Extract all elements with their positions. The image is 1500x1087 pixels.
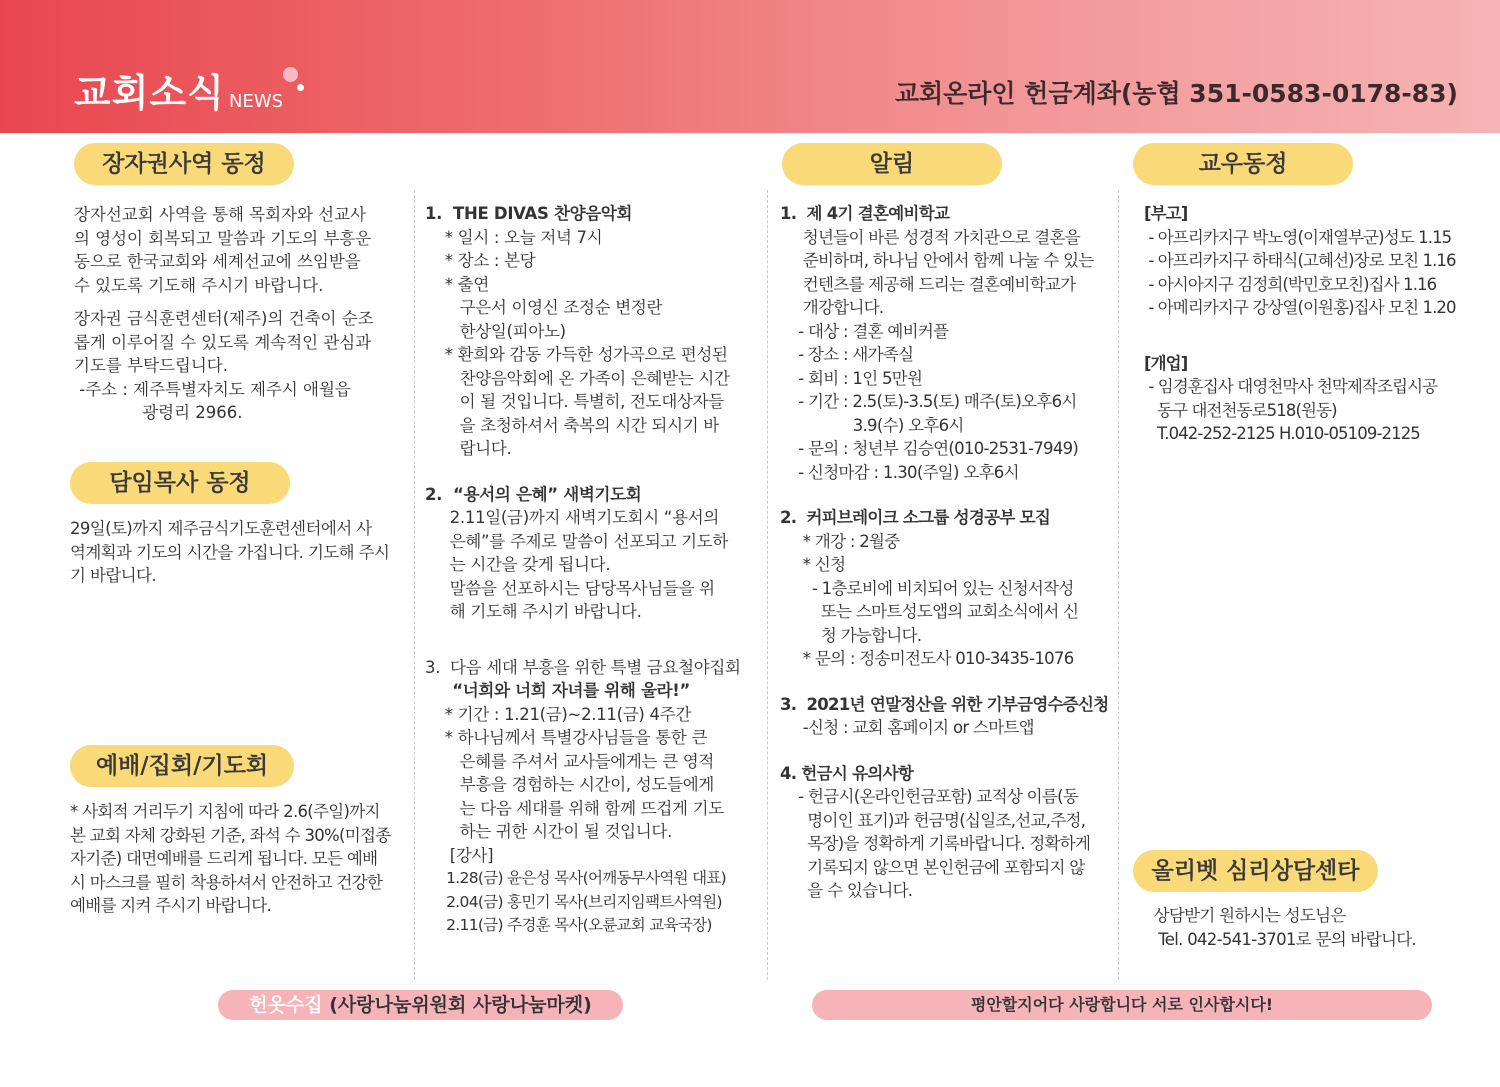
text-line: * 장소 : 본당 <box>425 251 536 270</box>
page-title: 교회소식 <box>74 71 225 115</box>
text-line: - 아메리카지구 강상열(이원홍)집사 모친 1.20 <box>1144 298 1456 317</box>
decorative-dot-small <box>297 84 304 91</box>
text-line: 또는 스마트성도앱의 교회소식에서 신 <box>780 602 1079 621</box>
text-line: 상담받기 원하시는 성도님은 <box>1140 906 1346 925</box>
text-line: 3.9(수) 오후6시 <box>780 415 964 435</box>
announcement-title: 3. 2021년 연말정산을 위한 기부금영수증신청 <box>780 694 1109 714</box>
text-line: T.042-252-2125 H.010-05109-2125 <box>1144 424 1420 443</box>
text-line: * 일시 : 오늘 저녁 7시 <box>425 227 603 247</box>
clothes-collection-banner <box>218 990 623 1020</box>
column-divider <box>414 190 415 980</box>
announcement-title: 2. 커피브레이크 소그룹 성경공부 모집 <box>780 508 1051 527</box>
text-line: 시 마스크를 필히 착용하셔서 안전하고 건강한 <box>70 872 383 892</box>
decorative-dot <box>283 67 298 82</box>
banner-text: (사랑나눔위원회 사랑나눔마켓) <box>322 994 592 1016</box>
text-line: * 환희와 감동 가득한 성가곡으로 편성된 <box>425 345 728 364</box>
text-line: * 개강 : 2월중 <box>780 531 900 551</box>
text-line: [강사] <box>425 845 494 865</box>
worship-text <box>70 800 405 918</box>
section-title-senior-pastor: 담임목사 동정 <box>70 462 290 504</box>
section-title-announcements: 알림 <box>782 143 1002 185</box>
subsection-title: [부고] <box>1144 204 1188 223</box>
text-line: * 하나님께서 특별강사님들을 통한 큰 <box>425 728 708 747</box>
text-line: 하는 귀한 시간이 될 것입니다. <box>425 822 673 841</box>
text-line: * 기간 : 1.21(금)~2.11(금) 4주간 <box>425 704 691 724</box>
column-divider <box>1118 190 1119 980</box>
text-line: 컨텐츠를 제공해 드리는 결혼예비학교가 <box>780 274 1076 294</box>
text-line: 개강합니다. <box>780 298 884 317</box>
text-line: * 신청 <box>780 555 846 574</box>
text-line: -신청 : 교회 홈페이지 or 스마트앱 <box>780 718 1034 737</box>
text-line: - 아시아지구 김정희(박민호모친)집사 1.16 <box>1144 274 1437 294</box>
text-line: - 대상 : 결혼 예비커플 <box>780 321 949 341</box>
text-line: 롭게 이루어질 수 있도록 계속적인 관심과 <box>74 332 372 352</box>
text-line: 1.28(금) 윤은성 목사(어깨동무사역원 대표) <box>425 869 727 887</box>
text-line: 장자선교회 사역을 통해 목회자와 선교사 <box>74 205 366 224</box>
text-line: 2.11(금) 주경훈 목사(오륜교회 교육국장) <box>425 916 712 934</box>
text-line: 청 가능합니다. <box>780 625 922 645</box>
text-line: - 헌금시(온라인헌금포함) 교적상 이름(동 <box>780 787 1079 806</box>
offering-account: 교회온라인 헌금계좌(농협 351-0583-0178-83) <box>894 79 1458 108</box>
event-title: 3. 다음 세대 부흥을 위한 특별 금요철야집회 <box>425 657 741 677</box>
text-line: 의 영성이 회복되고 말씀과 기도의 부흥운 <box>74 228 372 248</box>
text-line: 한상일(피아노) <box>425 321 566 341</box>
text-line: 동구 대전천동로518(원동) <box>1144 400 1337 420</box>
text-line: 준비하며, 하나님 안에서 함께 나눌 수 있는 <box>780 251 1094 270</box>
section-title-patriarch-ministry: 장자권사역 동정 <box>74 143 294 185</box>
text-line: 29일(토)까지 제주금식기도훈련센터에서 사 <box>70 519 372 538</box>
events-list <box>425 202 760 938</box>
subsection-title: [개업] <box>1144 353 1188 373</box>
event-title: 1. THE DIVAS 찬양음악회 <box>425 204 633 223</box>
text-line: 을 수 있습니다. <box>780 881 913 900</box>
text-line: * 문의 : 정송미전도사 010-3435-1076 <box>780 649 1074 668</box>
text-line: - 아프리카지구 박노영(이재열부군)성도 1.15 <box>1144 227 1452 247</box>
text-line: - 문의 : 청년부 김승연(010-2531-7949) <box>780 439 1079 458</box>
text-line: 는 다음 세대를 위해 함께 뜨겁게 기도 <box>425 798 724 818</box>
text-line: 을 초청하셔서 축복의 시간 되시기 바 <box>425 415 719 435</box>
text-line: 해 기도해 주시기 바랍니다. <box>425 602 642 621</box>
text-line: * 출연 <box>425 274 489 294</box>
counseling-text <box>1140 904 1485 951</box>
text-line: - 장소 : 새가족실 <box>780 345 914 364</box>
text-line: 2.04(금) 홍민기 목사(브리지임팩트사역원) <box>425 892 722 911</box>
text-line: 찬양음악회에 온 가족이 은혜받는 시간 <box>425 368 730 388</box>
banner-highlight: 헌옷수집 <box>249 994 323 1016</box>
text-line: 예배를 지켜 주시기 바랍니다. <box>70 896 272 915</box>
greeting-text: 평안할지어다 사랑합니다 서로 인사합시다! <box>970 995 1274 1014</box>
page-subtitle: NEWS <box>229 91 284 112</box>
text-line: 목장)을 정확하게 기록바랍니다. 정확하게 <box>780 834 1091 853</box>
text-line: * 사회적 거리두기 지침에 따라 2.6(주일)까지 <box>70 802 380 821</box>
text-line: 본 교회 자체 강화된 기준, 좌석 수 30%(미접종 <box>70 825 391 845</box>
text-line: 부흥을 경험하는 시간이, 성도들에게 <box>425 775 714 794</box>
text-line: 동으로 한국교회와 세계선교에 쓰임받을 <box>74 252 361 271</box>
text-line: 청년들이 바른 성경적 가치관으로 결혼을 <box>780 227 1080 247</box>
text-line: - 임경훈집사 대영천막사 천막제작조립시공 <box>1144 377 1438 396</box>
text-line: 2.11일(금)까지 새벽기도회시 “용서의 <box>425 508 719 527</box>
section-title-worship: 예배/집회/기도회 <box>70 745 294 787</box>
announcement-title: 1. 제 4기 결혼예비학교 <box>780 204 950 223</box>
text-line: Tel. 042-541-3701로 문의 바랍니다. <box>1140 929 1416 949</box>
text-line: 이 될 것입니다. 특별히, 전도대상자들 <box>425 392 724 411</box>
section-title-counseling: 올리벳 심리상담센타 <box>1133 850 1378 892</box>
text-line: 구은서 이영신 조정순 변정란 <box>425 298 663 317</box>
event-subtitle: “너희와 너희 자녀를 위해 울라!” <box>425 681 690 700</box>
header-banner <box>0 0 1500 133</box>
announcements-list <box>780 202 1115 903</box>
text-line: 는 시간을 갖게 됩니다. <box>425 555 611 574</box>
text-line: 수 있도록 기도해 주시기 바랍니다. <box>74 275 324 295</box>
text-line: - 1층로비에 비치되어 있는 신청서작성 <box>780 578 1074 598</box>
text-line: 장자권 금식훈련센터(제주)의 건축이 순조 <box>74 309 374 328</box>
announcement-title: 4. 헌금시 유의사항 <box>780 763 914 783</box>
text-line: -주소 : 제주특별자치도 제주시 애월읍 <box>74 379 351 399</box>
text-line: - 회비 : 1인 5만원 <box>780 368 923 388</box>
text-line: 말씀을 선포하시는 담당목사님들을 위 <box>425 578 715 598</box>
column-divider <box>767 190 768 980</box>
text-line: 자기준) 대면예배를 드리게 됩니다. 모든 예배 <box>70 849 378 868</box>
text-line: 명이인 표기)과 헌금명(십일조,선교,주정, <box>780 810 1086 830</box>
text-line: 은혜”를 주제로 말씀이 선포되고 기도하 <box>425 531 728 551</box>
text-line: 기록되지 않으면 본인헌금에 포함되지 않 <box>780 857 1085 877</box>
text-line: 역계획과 기도의 시간을 가집니다. 기도해 주시 <box>70 542 390 562</box>
text-line: - 신청마감 : 1.30(주일) 오후6시 <box>780 462 1019 482</box>
event-title: 2. “용서의 은혜” 새벽기도회 <box>425 484 642 504</box>
section-title-member-news: 교우동정 <box>1133 143 1353 185</box>
text-line: 랍니다. <box>425 439 512 458</box>
member-news-list <box>1144 202 1484 446</box>
greeting-banner <box>812 990 1432 1020</box>
text-line: 광령리 2966. <box>74 403 243 422</box>
senior-pastor-text <box>70 517 405 588</box>
text-line: 기 바랍니다. <box>70 566 156 585</box>
text-line: - 아프리카지구 하태식(고혜선)장로 모친 1.16 <box>1144 251 1456 270</box>
text-line: 기도를 부탁드립니다. <box>74 356 228 375</box>
text-line: 은혜를 주셔서 교사들에게는 큰 영적 <box>425 751 714 771</box>
text-line: - 기간 : 2.5(토)-3.5(토) 매주(토)오후6시 <box>780 392 1077 411</box>
patriarch-ministry-text <box>74 203 404 425</box>
